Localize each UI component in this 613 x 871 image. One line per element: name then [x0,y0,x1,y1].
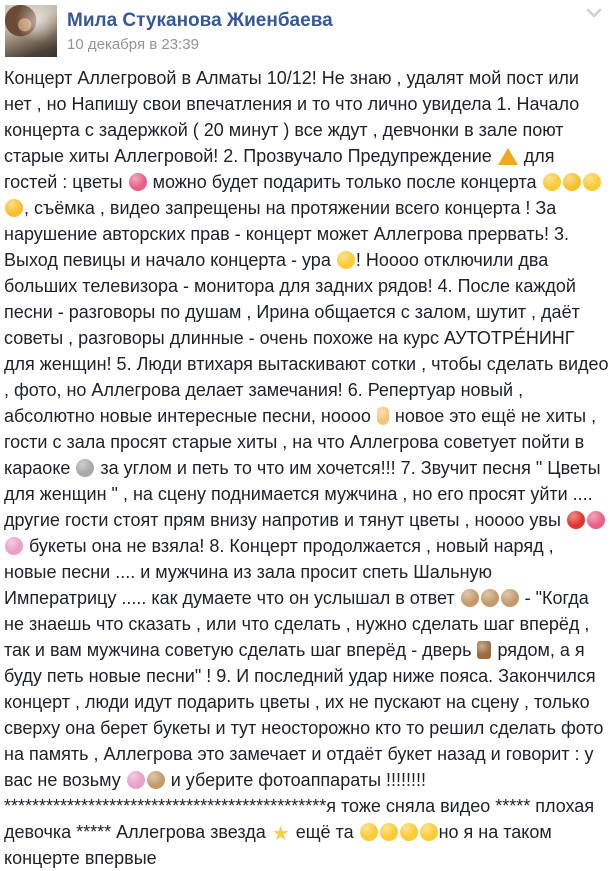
warning-icon [498,148,518,165]
smirking-face-icon [420,823,438,841]
hibiscus-flower-icon [129,173,147,191]
monkey-face-icon [461,589,479,607]
post-header [0,0,613,62]
hibiscus-flower-icon [587,511,605,529]
smirking-face-icon [583,173,601,191]
grinning-face-icon [337,251,355,269]
header-meta [67,3,333,55]
monkey-face-icon [501,589,519,607]
smirking-face-icon [400,823,418,841]
star-icon: ★ [271,823,290,845]
post-text: Концерт Аллегровой в Алматы 10/12! Не знаю , удалят мой пост или нет , но Напишу свои впечатления и то что лично увидела 1. Начало концерта с задержкой ( 20 минут ) все ждут , девчонки в зале поют старые хиты Аллегровой! 2. Прозвучало Предупреждение для гостей : цветы можно будет подарить только после концерта , съёмка , видео запрещены на протяжении всего концерта ! За нарушение авторских прав - концерт может Аллегрова прервать! 3. Выход певицы и начало концерта - ура ! Ноооо отключили два больших телевизора - монитора для задних рядов! 4. После каждой песни - разговоры по душам , Ирина общается с залом, шутит , даёт советы , разговоры длинные - очень похоже на курс АУТОТРЕ́НИНГ для женщин! 5. Люди втихаря вытаскивают сотки , чтобы сделать видео , фото, но Аллегрова делает замечания! 6. Репертуар новый , абсолютно новые интересные песни, ноооо новое это ещё не хиты , гости с зала просят старые хиты , на что Аллегрова советует пойти в караоке за углом и петь то что им хочется!!! 7. Звучит песня " Цветы для женщин " , на сцену поднимается мужчина , но его просят уйти .... другие гости стоят прям внизу напротив и тянут цветы , ноооо увы букеты она не взяла! 8. Концерт продолжается , новый наряд , новые песни .... и мужчина из зала просит спеть Шальную Императрицу ..... как думаете что он услышал в ответ - "Когда не знаешь что сказать , или что сделать , нужно сделать шаг вперёд , так и вам мужчина советую сделать шаг вперёд - дверь рядом, а я буду петь новые песни" ! 9. И последний удар ниже пояса. Закончился концерт , люди идут подарить цветы , их не пускают на сцену , только сверху она берет букеты и тут неосторожно кто то решил сделать фото на память , Аллегрова это замечает и отдаёт букет назад и говорит : у вас не возьму и уберите фотоаппараты !!!!!!!! **********************************************я тоже сняла видео ***** плохая девочка ***** Аллегрова звезда ★ ещё та но я на таком концерте впервые [4,68,609,868]
author-name[interactable]: Мила Стуканова Жиенбаева [67,10,333,31]
bouquet-icon [127,771,145,789]
smirking-face-icon [360,823,378,841]
smirking-face-icon [543,173,561,191]
thinking-face-icon [5,199,23,217]
pointing-up-icon [377,407,389,425]
post-timestamp: 10 декабря в 23:39 [67,36,199,53]
smirking-face-icon [380,823,398,841]
avatar[interactable] [5,5,57,57]
thinking-face-icon [563,173,581,191]
bouquet-icon [5,537,23,555]
monkey-face-icon [481,589,499,607]
microphone-icon [76,459,94,477]
door-icon [477,641,491,659]
chevron-down-icon[interactable] [585,4,603,22]
rose-icon [567,511,585,529]
monkey-face-icon [147,771,165,789]
